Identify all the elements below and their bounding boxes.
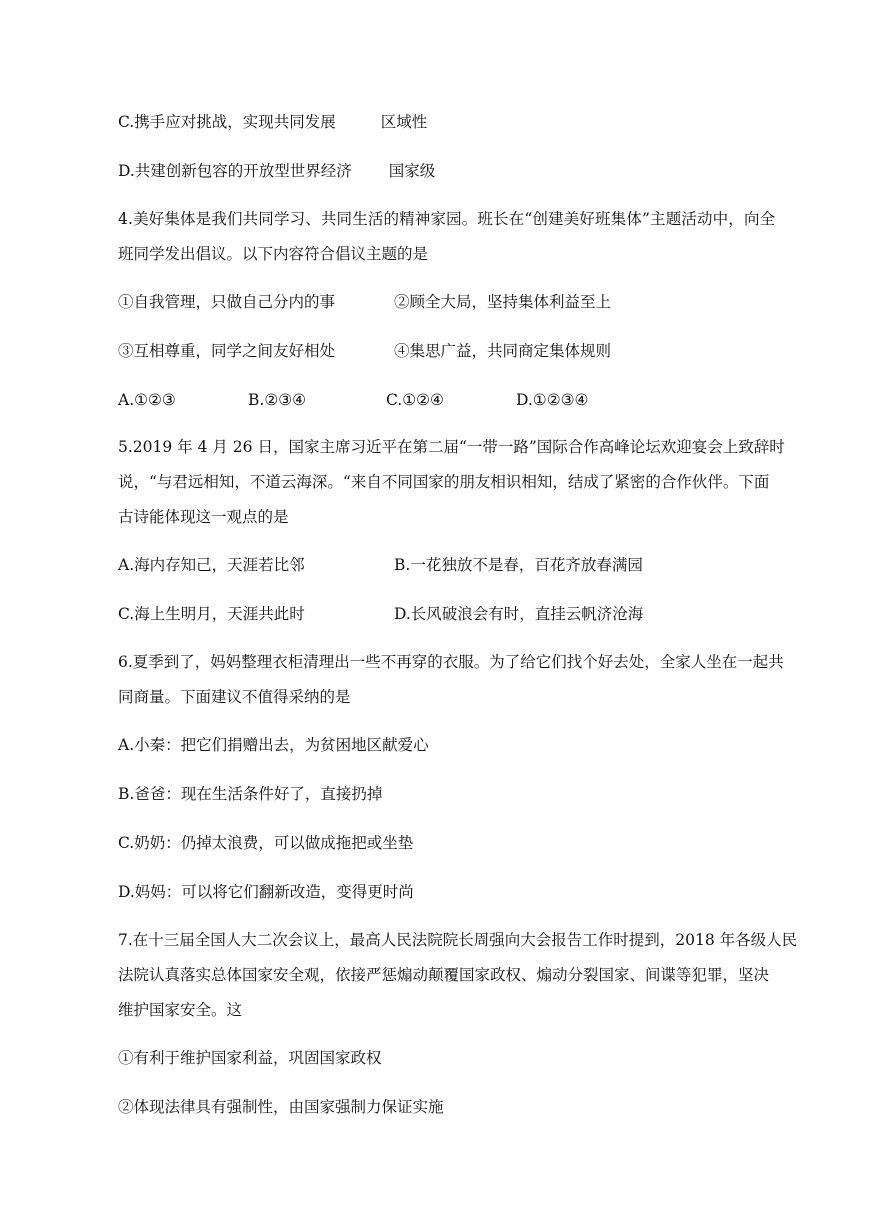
q6-option-c: C.奶奶：仍掉太浪费，可以做成拖把或坐垫 [118,834,414,852]
q3-option-d [118,161,435,181]
q5-option-b: B.一花独放不是春，百花齐放春满园 [394,556,643,574]
q4-item-3: ③互相尊重，同学之间友好相处 [118,342,336,360]
q5-stem-line2: 说，“与君远相知，不道云海深。“来自不同国家的朋友相识相知，结成了紧密的合作伙伴。下面 [118,473,770,491]
q4-stem-line1: 4.美好集体是我们共同学习、共同生活的精神家园。班长在“创建美好班集体”主题活动中，向全 [118,210,776,228]
q4-item-2: ②顾全大局，坚持集体利益至上 [394,293,612,311]
q5-stem-line3: 古诗能体现这一观点的是 [118,508,289,526]
q6-option-a: A.小秦：把它们捐赠出去，为贫困地区献爱心 [118,736,429,754]
q6-option-b: B.爸爸：现在生活条件好了，直接扔掉 [118,785,383,803]
q7-stem-line1: 7.在十三届全国人大二次会议上，最高人民法院院长周强向大会报告工作时提到，2018 年各级人民 [118,931,798,949]
q6-stem-line1: 6.夏季到了，妈妈整理衣柜清理出一些不再穿的衣服。为了给它们找个好去处，全家人坐在一起共 [118,653,784,671]
q6-stem-line2: 同商量。下面建议不值得采纳的是 [118,688,351,706]
q5-option-d: D.长风破浪会有时，直挂云帆济沧海 [394,605,644,623]
q5-option-c: C.海上生明月，天涯共此时 [118,605,305,623]
q5-option-a: A.海内存知己，天涯若比邻 [118,556,305,574]
q7-stem-line2: 法院认真落实总体国家安全观，依接严惩煽动颠覆国家政权、煽动分裂国家、间谍等犯罪，坚决 [118,966,770,984]
q6-option-d: D.妈妈：可以将它们翻新改造，变得更时尚 [118,883,414,901]
q4-choice-c: C.①②④ [386,391,444,409]
q3-option-c-text: C.携手应对挑战，实现共同发展 [118,113,336,131]
q3-option-c [118,112,427,132]
q5-stem-line1: 5.2019 年 4 月 26 日，国家主席习近平在第二届“一带一路”国际合作高峰论坛欢迎宴会上致辞时 [118,438,785,456]
q4-choice-d: D.①②③④ [516,391,589,409]
q7-item-2: ②体现法律具有强制性，由国家强制力保证实施 [118,1098,444,1116]
q3-option-c-level: 区域性 [380,113,428,131]
q4-item-1: ①自我管理，只做自己分内的事 [118,293,336,311]
q7-item-1: ①有利于维护国家利益，巩固国家政权 [118,1049,382,1067]
q7-stem-line3: 维护国家安全。这 [118,1001,243,1019]
q4-item-4: ④集思广益，共同商定集体规则 [394,342,612,360]
q4-stem-line2: 班同学发出倡议。以下内容符合倡议主题的是 [118,245,429,263]
q3-option-d-level: 国家级 [388,162,436,180]
q3-option-d-text: D.共建创新包容的开放型世界经济 [118,162,352,180]
q4-choice-b: B.②③④ [248,391,307,409]
q4-choice-a: A.①②③ [118,391,176,409]
